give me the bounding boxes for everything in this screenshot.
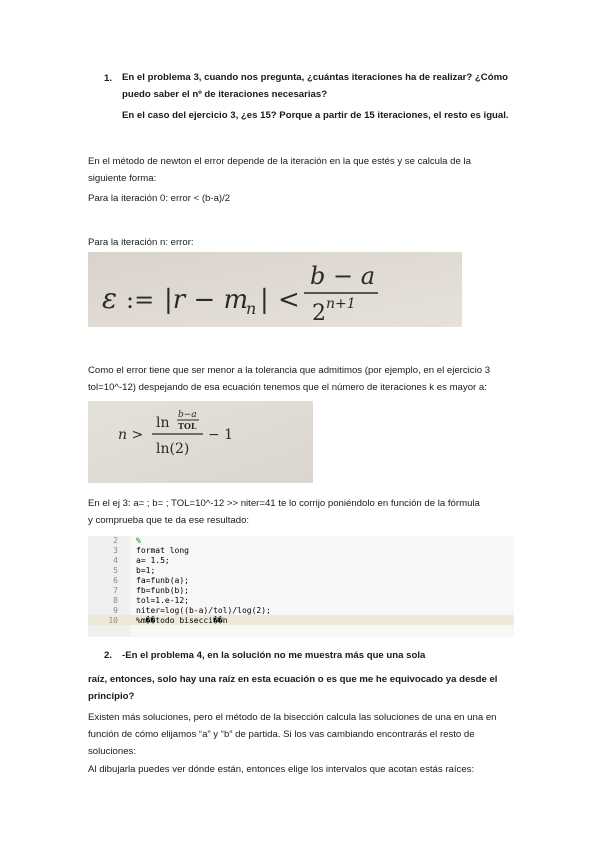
question-2-title-line2: raíz, entonces, solo hay una raíz en esta ecuación o es que me he equivocado ya desde el: [88, 674, 498, 685]
line-number: 6: [113, 576, 118, 585]
line-number: 4: [113, 556, 118, 565]
paragraph-more-solutions-line3: soluciones:: [88, 746, 136, 757]
line-number: 3: [113, 546, 118, 555]
formula2-frac-num: b−a: [178, 410, 197, 420]
question-2-title: [88, 671, 538, 705]
question-2-number: 2.: [104, 650, 113, 661]
formula1-abs-expr: |r − m: [164, 285, 249, 315]
line-number: 8: [113, 596, 118, 605]
paragraph-more-solutions: [88, 709, 538, 760]
paragraph-example-line2: y comprueba que te da ese resultado:: [88, 515, 250, 526]
error-formula-image: [88, 252, 462, 327]
paragraph-example: [88, 495, 538, 529]
paragraph-tolerance-line1: Como el error tiene que ser menor a la tolerancia que admitimos (por ejemplo, en el ejercicio 3: [88, 365, 491, 376]
line-number: 2: [113, 536, 118, 545]
formula1-sub-n: n: [246, 299, 257, 318]
paragraph-newton-error-line2: siguiente forma:: [88, 173, 157, 184]
question-1-number: 1.: [104, 73, 113, 84]
question-2-title-line1: -En el problema 4, en la solución no me muestra más que una sola: [122, 650, 426, 661]
formula1-assign: :=: [126, 286, 155, 314]
code-editor: [88, 536, 514, 637]
question-1-title-line1: En el problema 3, cuando nos pregunta, ¿cuántas iteraciones ha de realizar? ¿Cómo: [122, 72, 508, 83]
paragraph-tolerance-line2: tol=10^-12) despejando de esa ecuación tenemos que el número de iteraciones k es mayor a:: [88, 382, 487, 393]
question-1-answer: En el caso del ejercicio 3, ¿es 15? Porque a partir de 15 iteraciones, el resto es igual.: [122, 110, 509, 121]
paragraph-example-line1: En el ej 3: a= ; b= ; TOL=10^-12 >> niter=41 te lo corrijo poniéndolo en función de la fórmula: [88, 498, 480, 509]
formula1-epsilon: ε: [102, 282, 118, 315]
code-line: fa=funb(a);: [136, 576, 189, 585]
formula2-lhs: n >: [118, 427, 144, 443]
code-line: fb=funb(b);: [136, 586, 189, 595]
formula2-ln: ln: [156, 415, 170, 431]
formula2-minus-one: − 1: [208, 427, 234, 443]
line-number: 10: [108, 616, 118, 625]
line-number: 9: [113, 606, 118, 615]
code-line: %: [136, 536, 141, 545]
formula2-denominator: ln(2): [156, 441, 190, 457]
question-1-title: [122, 69, 562, 103]
paragraph-newton-error: [88, 153, 528, 187]
code-line: a= 1.5;: [136, 556, 170, 565]
formula1-abs-close: |: [260, 285, 269, 315]
iterations-formula-image: [88, 401, 313, 483]
formula1-lt: <: [278, 285, 300, 315]
paragraph-tolerance: [88, 362, 528, 396]
formula1-denominator: 2: [312, 301, 326, 326]
paragraph-more-solutions-line1: Existen más soluciones, pero el método de la bisección calcula las soluciones de una en una en: [88, 712, 497, 723]
code-line: niter=log((b-a)/tol)/log(2);: [136, 606, 271, 615]
formula1-numerator: b − a: [310, 262, 376, 290]
question-1-title-line2: puedo saber el nº de iteraciones necesarias?: [122, 89, 328, 100]
question-2-title-line3: principio?: [88, 691, 135, 702]
code-line: tol=1.e-12;: [136, 596, 189, 605]
code-line: %m��todo bisecci��n: [136, 616, 228, 625]
formula1-exponent: n+1: [326, 296, 356, 312]
paragraph-plot-hint: Al dibujarla puedes ver dónde están, entonces elige los intervalos que acotan estás raíces:: [88, 764, 475, 775]
iteration-n-text: Para la iteración n: error:: [88, 237, 194, 248]
formula2-frac-den: TOL: [178, 421, 197, 431]
iteration-0-text: Para la iteración 0: error < (b-a)/2: [88, 193, 231, 204]
paragraph-newton-error-line1: En el método de newton el error depende de la iteración en la que estés y se calcula de la: [88, 156, 471, 167]
code-line: format long: [136, 546, 189, 555]
line-number: 5: [113, 566, 118, 575]
line-number: 7: [113, 586, 118, 595]
code-line: b=1;: [136, 566, 156, 575]
paragraph-more-solutions-line2: función de cómo elijamos “a” y “b” de partida. Si los vas cambiando encontrarás el resto de: [88, 729, 475, 740]
